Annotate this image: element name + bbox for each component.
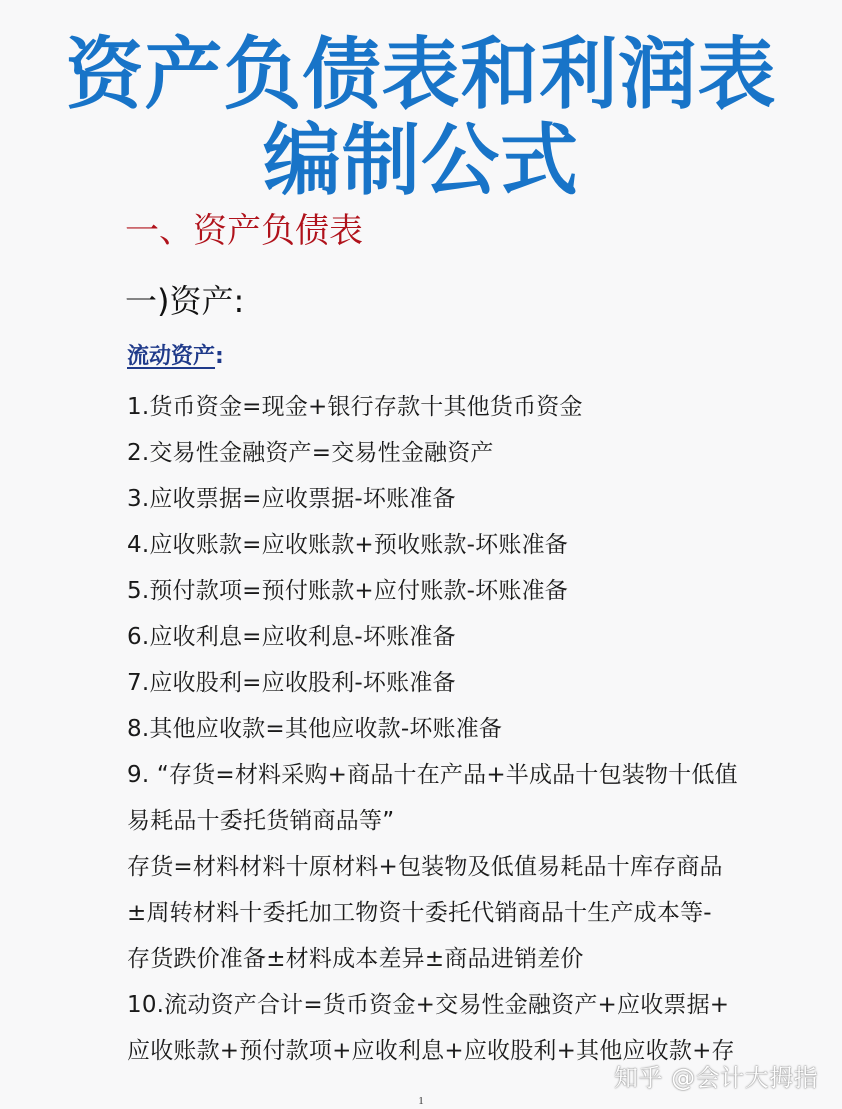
formula-line: 5.预付款项=预付账款+应付账款-坏账准备 bbox=[127, 578, 568, 604]
formula-line: 10.流动资产合计=货币资金+交易性金融资产+应收票据+ bbox=[127, 992, 730, 1018]
formula-line: 9. “存货=材料采购+商品十在产品+半成品十包装物十低值 bbox=[127, 762, 738, 788]
page-number: 1 bbox=[418, 1095, 424, 1107]
formula-line: 存货跌价准备±材料成本差异±商品进销差价 bbox=[127, 946, 584, 972]
formula-line: 3.应收票据=应收票据-坏账准备 bbox=[127, 486, 456, 512]
formula-line: 1.货币资金=现金+银行存款十其他货币资金 bbox=[127, 394, 583, 420]
category-label-colon: : bbox=[215, 344, 224, 369]
formula-line: 4.应收账款=应收账款+预收账款-坏账准备 bbox=[127, 532, 568, 558]
formula-line: ±周转材料十委托加工物资十委托代销商品十生产成本等- bbox=[127, 900, 712, 926]
category-label-text: 流动资产 bbox=[127, 344, 216, 369]
formula-line: 6.应收利息=应收利息-坏账准备 bbox=[127, 624, 456, 650]
formula-line: 易耗品十委托货销商品等” bbox=[127, 808, 395, 834]
document-title-line-1: 资产负债表和利润表 bbox=[65, 30, 777, 120]
formula-line: 2.交易性金融资产=交易性金融资产 bbox=[127, 440, 494, 466]
zhihu-watermark: 知乎 @会计大拇指 bbox=[614, 1064, 819, 1092]
document-title-line-2: 编制公式 bbox=[262, 116, 579, 206]
subsection-heading: 一)资产: bbox=[125, 282, 245, 320]
formula-list bbox=[127, 387, 767, 1077]
formula-line: 应收账款+预付款项+应收利息+应收股利+其他应收款+存 bbox=[127, 1038, 735, 1064]
formula-line: 7.应收股利=应收股利-坏账准备 bbox=[127, 670, 456, 696]
section-heading: 一、资产负债表 bbox=[125, 211, 363, 251]
formula-line: 存货=材料材料十原材料+包装物及低值易耗品十库存商品 bbox=[127, 854, 723, 880]
formula-line: 8.其他应收款=其他应收款-坏账准备 bbox=[127, 716, 503, 742]
category-label bbox=[127, 344, 224, 370]
